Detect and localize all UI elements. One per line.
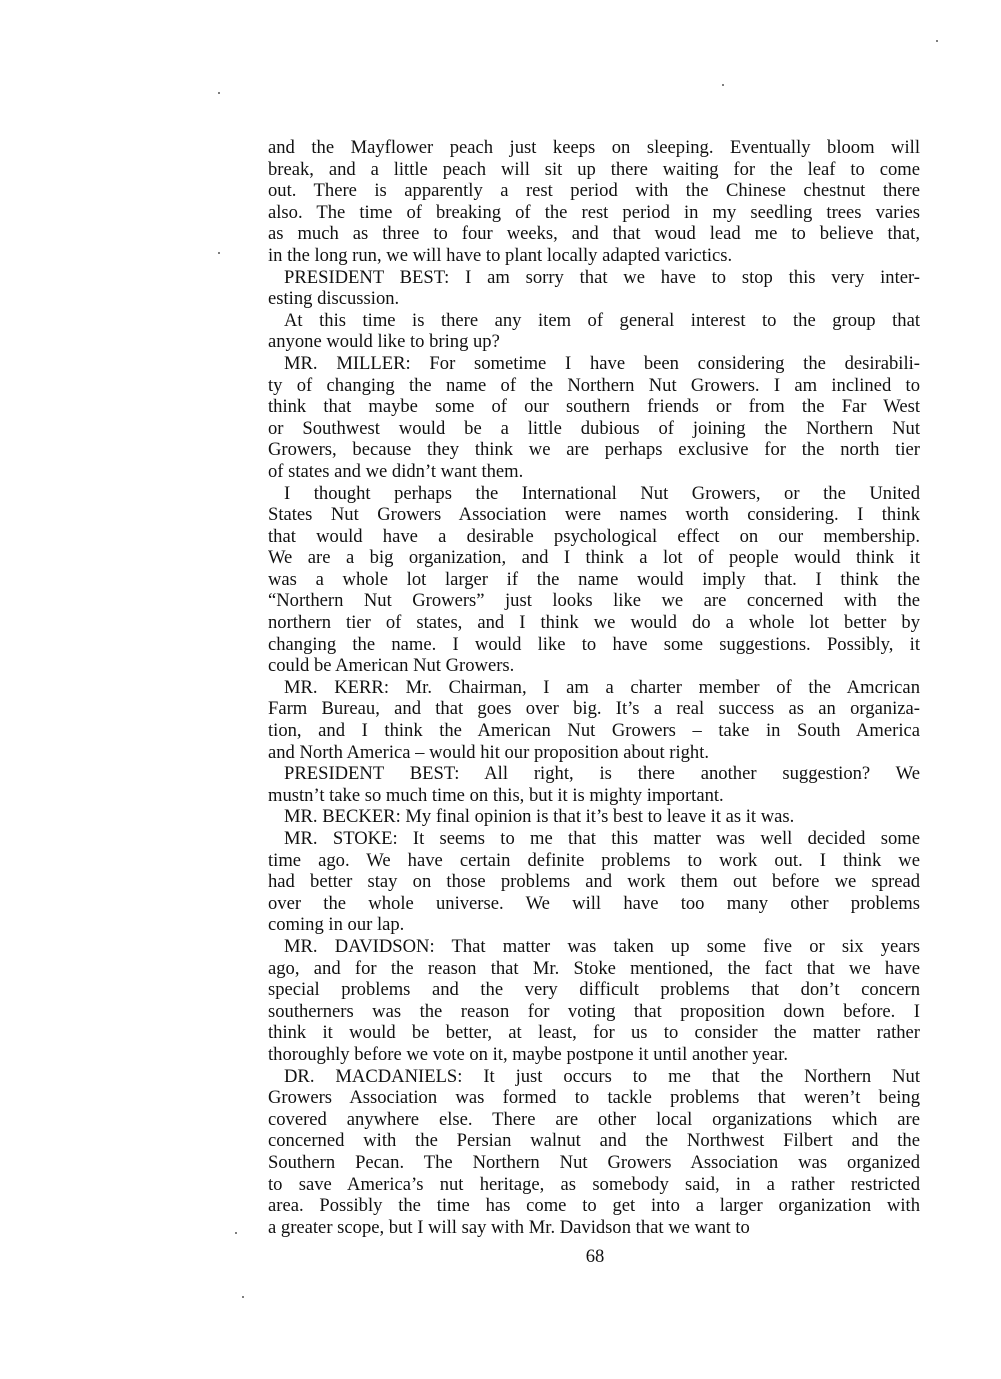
text-line: or Southwest would be a little dubious of joining the Northern Nut — [268, 417, 920, 439]
text-line: esting discussion. — [268, 288, 400, 310]
text-line: At this time is there any item of general interest to the group that — [284, 309, 920, 331]
text-line: southerners was the reason for voting that proposition down before. I — [268, 1000, 920, 1022]
text-line: Farm Bureau, and that goes over big. It’s a real success as an organiza- — [268, 698, 920, 720]
text-line: MR. MILLER: For sometime I have been considering the desirabili- — [284, 352, 920, 374]
text-line: as much as three to four weeks, and that woud lead me to believe that, — [268, 223, 920, 245]
scan-speck — [242, 1296, 244, 1298]
text-line: of states and we didn’t want them. — [268, 460, 524, 482]
paragraph — [268, 137, 920, 267]
text-line: PRESIDENT BEST: All right, is there another suggestion? We — [284, 763, 920, 785]
paragraph — [268, 483, 920, 677]
paragraph — [268, 353, 920, 483]
text-line: a greater scope, but I will say with Mr. Davidson that we want to — [268, 1216, 750, 1238]
text-line: and the Mayflower peach just keeps on sleeping. Eventually bloom will — [268, 137, 920, 158]
text-line: had better stay on those problems and work them out before we spread — [268, 871, 920, 893]
text-line: changing the name. I would like to have some suggestions. Possibly, it — [268, 633, 920, 655]
text-line: DR. MACDANIELS: It just occurs to me that the Northern Nut — [284, 1065, 920, 1087]
text-line: also. The time of breaking of the rest period in my seedling trees varies — [268, 201, 920, 223]
text-line: could be American Nut Growers. — [268, 655, 515, 677]
text-line: MR. BECKER: My final opinion is that it’s best to leave it as it was. — [284, 806, 795, 828]
text-line: MR. DAVIDSON: That matter was taken up some five or six years — [284, 935, 920, 957]
text-line: out. There is apparently a rest period with the Chinese chestnut there — [268, 180, 920, 202]
scan-speck — [722, 84, 724, 86]
paragraph — [268, 1066, 920, 1239]
text-line: that would have a desirable psychological effect on our membership. — [268, 525, 920, 547]
text-line: mustn’t take so much time on this, but it is mighty important. — [268, 784, 724, 806]
text-line: MR. KERR: Mr. Chairman, I am a charter member of the Amcrican — [284, 676, 920, 698]
paragraph — [268, 267, 920, 310]
text-line: MR. STOKE: It seems to me that this matter was well decided some — [284, 828, 920, 849]
text-line: We are a big organization, and I think a lot of people would think it — [268, 547, 920, 569]
text-line: Southern Pecan. The Northern Nut Growers Association was organized — [268, 1151, 920, 1173]
text-line: over the whole universe. We will have too many other problems — [268, 892, 920, 914]
text-line: think that maybe some of our southern friends or from the Far West — [268, 396, 920, 418]
paragraph — [268, 763, 920, 806]
text-line: tion, and I think the American Nut Growers – take in South America — [268, 720, 920, 742]
text-line: in the long run, we will have to plant locally adapted varictics. — [268, 244, 733, 266]
text-line: time ago. We have certain definite problems to work out. I think we — [268, 849, 920, 871]
scan-speck — [235, 1232, 237, 1234]
text-line: to save America’s nut heritage, as somebody said, in a rather restricted — [268, 1173, 920, 1195]
text-line: area. Possibly the time has come to get into a larger organization with — [268, 1195, 920, 1217]
scan-speck — [218, 92, 220, 94]
text-line: anyone would like to bring up? — [268, 331, 500, 353]
text-line: I thought perhaps the International Nut Growers, or the United — [284, 482, 920, 504]
text-line: think it would be better, at least, for us to consider the matter rather — [268, 1022, 920, 1044]
text-line: ty of changing the name of the Northern Nut Growers. I am inclined to — [268, 374, 920, 396]
paragraph — [268, 936, 920, 1066]
text-line: concerned with the Persian walnut and the Northwest Filbert and the — [268, 1130, 920, 1152]
text-line: thoroughly before we vote on it, maybe postpone it until another year. — [268, 1043, 788, 1065]
text-line: “Northern Nut Growers” just looks like we are concerned with the — [268, 590, 920, 612]
page-number: 68 — [585, 1246, 605, 1267]
text-line: break, and a little peach will sit up there waiting for the leaf to come — [268, 158, 920, 180]
text-line: special problems and the very difficult problems that don’t concern — [268, 979, 920, 1001]
text-line: covered anywhere else. There are other local organizations which are — [268, 1108, 920, 1130]
scan-speck — [936, 40, 938, 42]
text-line: was a whole lot larger if the name would imply that. I think the — [268, 568, 920, 590]
text-line: PRESIDENT BEST: I am sorry that we have to stop this very inter- — [284, 266, 920, 288]
paragraph — [268, 828, 920, 936]
text-line: Growers, because they think we are perhaps exclusive for the north tier — [268, 439, 920, 461]
paragraph — [268, 806, 920, 828]
text-line: States Nut Growers Association were names worth considering. I think — [268, 504, 920, 526]
paragraph — [268, 677, 920, 763]
text-line: and North America – would hit our proposition about right. — [268, 741, 710, 763]
text-line: coming in our lap. — [268, 914, 405, 936]
text-line: ago, and for the reason that Mr. Stoke mentioned, the fact that we have — [268, 957, 920, 979]
paragraph — [268, 310, 920, 353]
scan-speck — [218, 252, 220, 254]
text-line: northern tier of states, and I think we would do a whole lot better by — [268, 612, 920, 634]
text-line: Growers Association was formed to tackle problems that weren’t being — [268, 1087, 920, 1109]
document-body — [268, 137, 920, 1238]
